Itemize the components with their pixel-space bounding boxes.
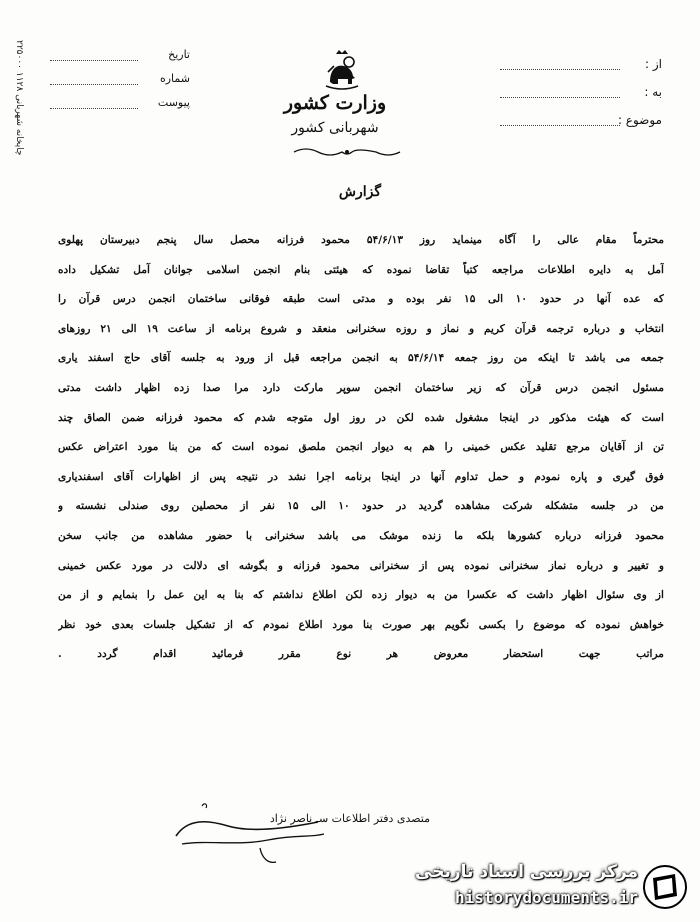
field-label: به : (644, 85, 662, 99)
body-line: من در جلسه متشکله شرکت مشاهده گردید در حدود ۱۰ الی ۱۵ نفر از محصلین روی صندلی نشسته و (58, 500, 664, 513)
ministry-name: وزارت کشور (283, 92, 387, 114)
report-title: گزارش (338, 184, 382, 200)
meta-row-number (40, 68, 190, 92)
dotted-line (50, 84, 138, 85)
meta-fields (40, 44, 190, 116)
field-to (500, 82, 662, 110)
dotted-line (50, 108, 138, 109)
lion-and-sun-emblem-icon (322, 48, 362, 92)
department-name: شهربانی کشور (291, 120, 379, 136)
meta-row-date (40, 44, 190, 68)
body-line: جمعه می باشد تا اینکه من روز جمعه ۵۴/۶/۱۴ به انجمن مراجعه قبل از ورود به جلسه آقای حاج اسفند یاری (58, 352, 664, 365)
body-line: که عده آنها در حدود ۱۰ الی ۱۵ نفر بوده و مدتی است طبقه فوقانی ساختمان انجمن درس قرآن را (58, 293, 664, 306)
meta-label: پیوست (157, 96, 190, 109)
field-label: از : (645, 57, 662, 71)
body-line: محمود فرزانه درباره کشورها بلکه ما زنده موشک می باشد سخنرانی با حضور مشاهده من جانب سخن (58, 529, 664, 542)
report-body (58, 226, 664, 670)
dotted-line (500, 97, 620, 98)
body-line: مسئول انجمن درس قرآن که زیر ساختمان انجمن سوپر مارکت دارد مرا صدا زده اظهار داشت مدتی (58, 381, 664, 394)
ornament-divider (292, 146, 402, 158)
body-line: و تغییر و درباره نماز سخنرانی نموده پس از سخنرانی محمود فرزانه و بگوشه ای دلالت در مورد عکس خمینی (58, 559, 664, 572)
printer-code: ۲۲۵۰۰۰ چاپخانه شهربانی ۱۱۲۸ (14, 40, 24, 156)
body-line: محترماً مقام عالی را آگاه مینماید روز ۵۴/۶/۱۳ محمود فرزانه محصل سال پنجم دبیرستان پهلوی (58, 234, 664, 246)
dotted-line (500, 125, 620, 126)
field-from (500, 54, 662, 82)
header-fields (500, 54, 662, 138)
body-line: از وی سئوال اظهار داشت که عکسرا من به دیوار زده لکن اطلاع نداشتم که بنا به این عمل را بنمایم و از من (58, 589, 664, 602)
meta-row-attachment (40, 92, 190, 116)
body-line: مراتب جهت استحضار معروض هر نوع مقرر فرمائید اقدام گردد . (58, 648, 664, 661)
archive-logo-icon (642, 864, 688, 910)
signature-line: متصدی دفتر اطلاعات سـ ناصر نژاد (269, 812, 430, 825)
field-subject (500, 110, 662, 138)
signature-scribble (168, 800, 328, 870)
body-line: آمل به دایره اطلاعات مراجعه کتباً تقاضا نموده که هیئتی بنام انجمن اسلامی جوانان آمل تشکیل داده (58, 263, 664, 276)
dotted-line (50, 60, 138, 61)
dotted-line (500, 69, 620, 70)
meta-label: شماره (159, 72, 190, 85)
body-line: تن از آقایان مرجع تقلید عکس خمینی را هم به دیوار انجمن ملصق نموده است که من بنا مورد اعتراض عکس (58, 441, 664, 454)
body-line: انتخاب و درباره ترجمه قرآن کریم و نماز و روزه سخنرانی منعقد و شروع برنامه از ساعت ۱۹ الی ۲۱ روزهای (58, 322, 664, 335)
body-line: است که هیئت مذکور در اینجا مشغول شده لکن در روز اول متوجه شدم که محمود فرزانه ضمن الصاق چند (58, 411, 664, 424)
body-line: فوق گیری و پاره نمودم و حمل تداوم آنها در اینجا برنامه اجرا نشد در نتیجه پس از اظهارات آقای اسفندیاری (58, 470, 664, 483)
meta-label: تاریخ (168, 48, 190, 61)
watermark-url: historydocuments.ir (454, 888, 638, 907)
signature-block (170, 812, 430, 825)
archive-watermark (410, 856, 700, 922)
body-line: خواهش نموده که موضوع را بکسی نگویم بهر صورت بنا مورد اطلاع نمودم که از تشکیل جلسات بعدی خود نظر (58, 618, 664, 631)
field-label: موضوع : (617, 113, 662, 127)
watermark-title: مرکز بررسی اسناد تاریخی (415, 862, 638, 882)
